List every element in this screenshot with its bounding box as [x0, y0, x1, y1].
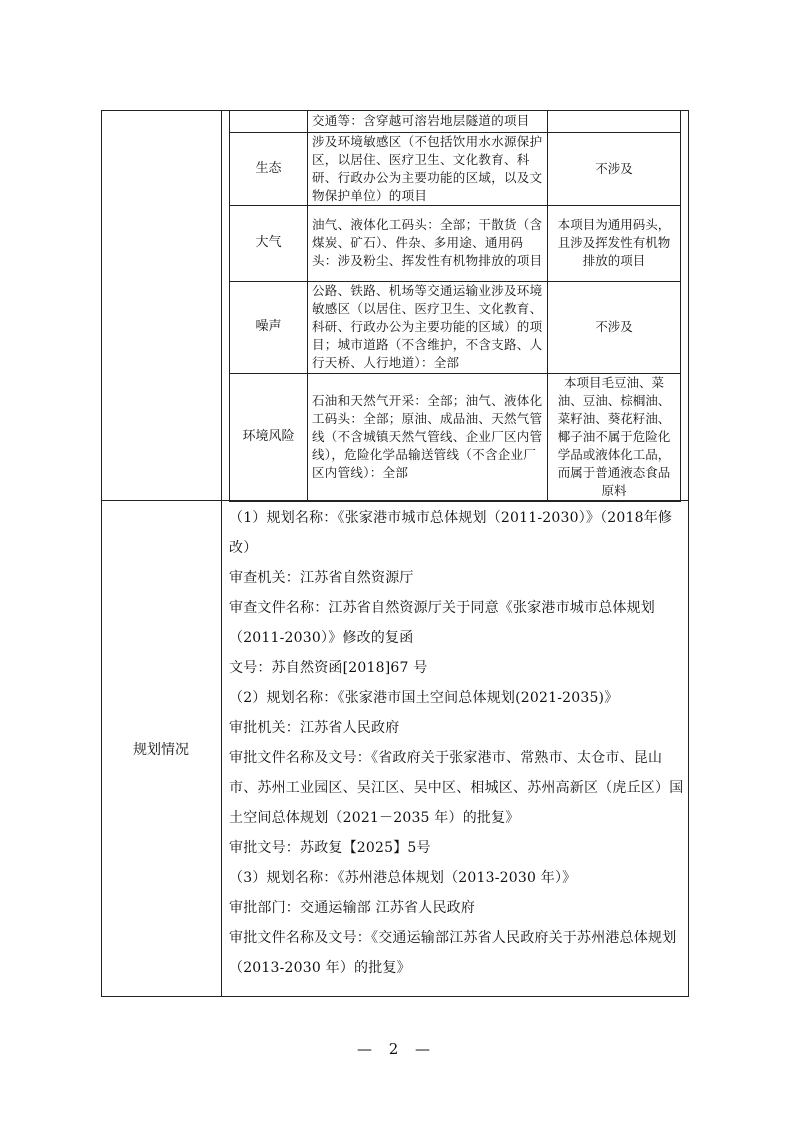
table-row	[230, 373, 681, 501]
scope-cell: 石油和天然气开采：全部；油气、液体化工码头：全部；原油、成品油、天然气管线（不含城镇天然气管线、企业厂区内管线），危险化学品输送管线（不含企业厂区内管线）：全部	[308, 373, 548, 501]
planning-line: 审批部门：交通运输部 江苏省人民政府	[229, 900, 476, 916]
scope-cell: 公路、铁路、机场等交通运输业涉及环境敏感区（以居住、医疗卫生、文化教育、科研、行政办公为主要功能的区域）的项目；城市道路（不含维护，不含支路、人行天桥、人行地道）：全部	[308, 281, 548, 373]
category-cell: 生态	[230, 132, 308, 205]
table-column-divider	[221, 110, 222, 997]
page-number: — 2 —	[356, 1040, 437, 1058]
table-row	[230, 132, 681, 205]
scope-cell: 涉及环境敏感区（不包括饮用水水源保护区，以居住、医疗卫生、文化教育、科研、行政办公为主要功能的区域，以及文物保护单位）的项目	[308, 132, 548, 205]
note-cell: 本项目为通用码头，且涉及挥发性有机物排放的项目	[548, 205, 681, 281]
table-row	[230, 110, 681, 132]
category-cell: 噪声	[230, 281, 308, 373]
planning-line: 审批文件名称及文号：《省政府关于张家港市、常熟市、太仓市、昆山市、苏州工业园区、吴江区、吴中区、相城区、苏州高新区（虎丘区）国土空间总体规划（2021－2035 年）的批复》	[229, 750, 684, 826]
planning-line: （1）规划名称：《张家港市城市总体规划（2011-2030）》（2018年修改）	[229, 510, 673, 556]
planning-line: 文号：苏自然资函[2018]67 号	[229, 660, 428, 676]
note-cell	[548, 110, 681, 132]
note-cell: 不涉及	[548, 281, 681, 373]
planning-section-label: 规划情况	[133, 741, 189, 758]
table-row	[230, 281, 681, 373]
category-cell: 环境风险	[230, 373, 308, 501]
scope-cell: 交通等：含穿越可溶岩地层隧道的项目	[308, 110, 548, 132]
note-cell: 本项目毛豆油、菜油、豆油、棕榈油、菜籽油、葵花籽油、椰子油不属于危险化学品或液体化工品，而属于普通液态食品原料	[548, 373, 681, 501]
note-cell: 不涉及	[548, 132, 681, 205]
planning-line: 审批文号：苏政复【2025】5号	[229, 840, 431, 856]
planning-line: （2）规划名称：《张家港市国土空间总体规划(2021-2035)》	[229, 690, 619, 706]
planning-section-content	[229, 503, 685, 983]
planning-line: 审查文件名称：江苏省自然资源厅关于同意《张家港市城市总体规划（2011-2030）》修改的复函	[229, 600, 655, 646]
category-cell: 大气	[230, 205, 308, 281]
planning-line: （3）规划名称：《苏州港总体规划（2013-2030 年）》	[229, 870, 577, 886]
planning-line: 审批文件名称及文号：《交通运输部江苏省人民政府关于苏州港总体规划 （2013-2030 年）的批复》	[229, 930, 677, 976]
environment-category-table	[229, 110, 681, 502]
table-row	[230, 205, 681, 281]
planning-line: 审查机关：江苏省自然资源厅	[229, 570, 414, 586]
category-cell	[230, 110, 308, 132]
planning-line: 审批机关：江苏省人民政府	[229, 720, 400, 736]
scope-cell: 油气、液体化工码头：全部；干散货（含煤炭、矿石）、件杂、多用途、通用码头：涉及粉尘、挥发性有机物排放的项目	[308, 205, 548, 281]
